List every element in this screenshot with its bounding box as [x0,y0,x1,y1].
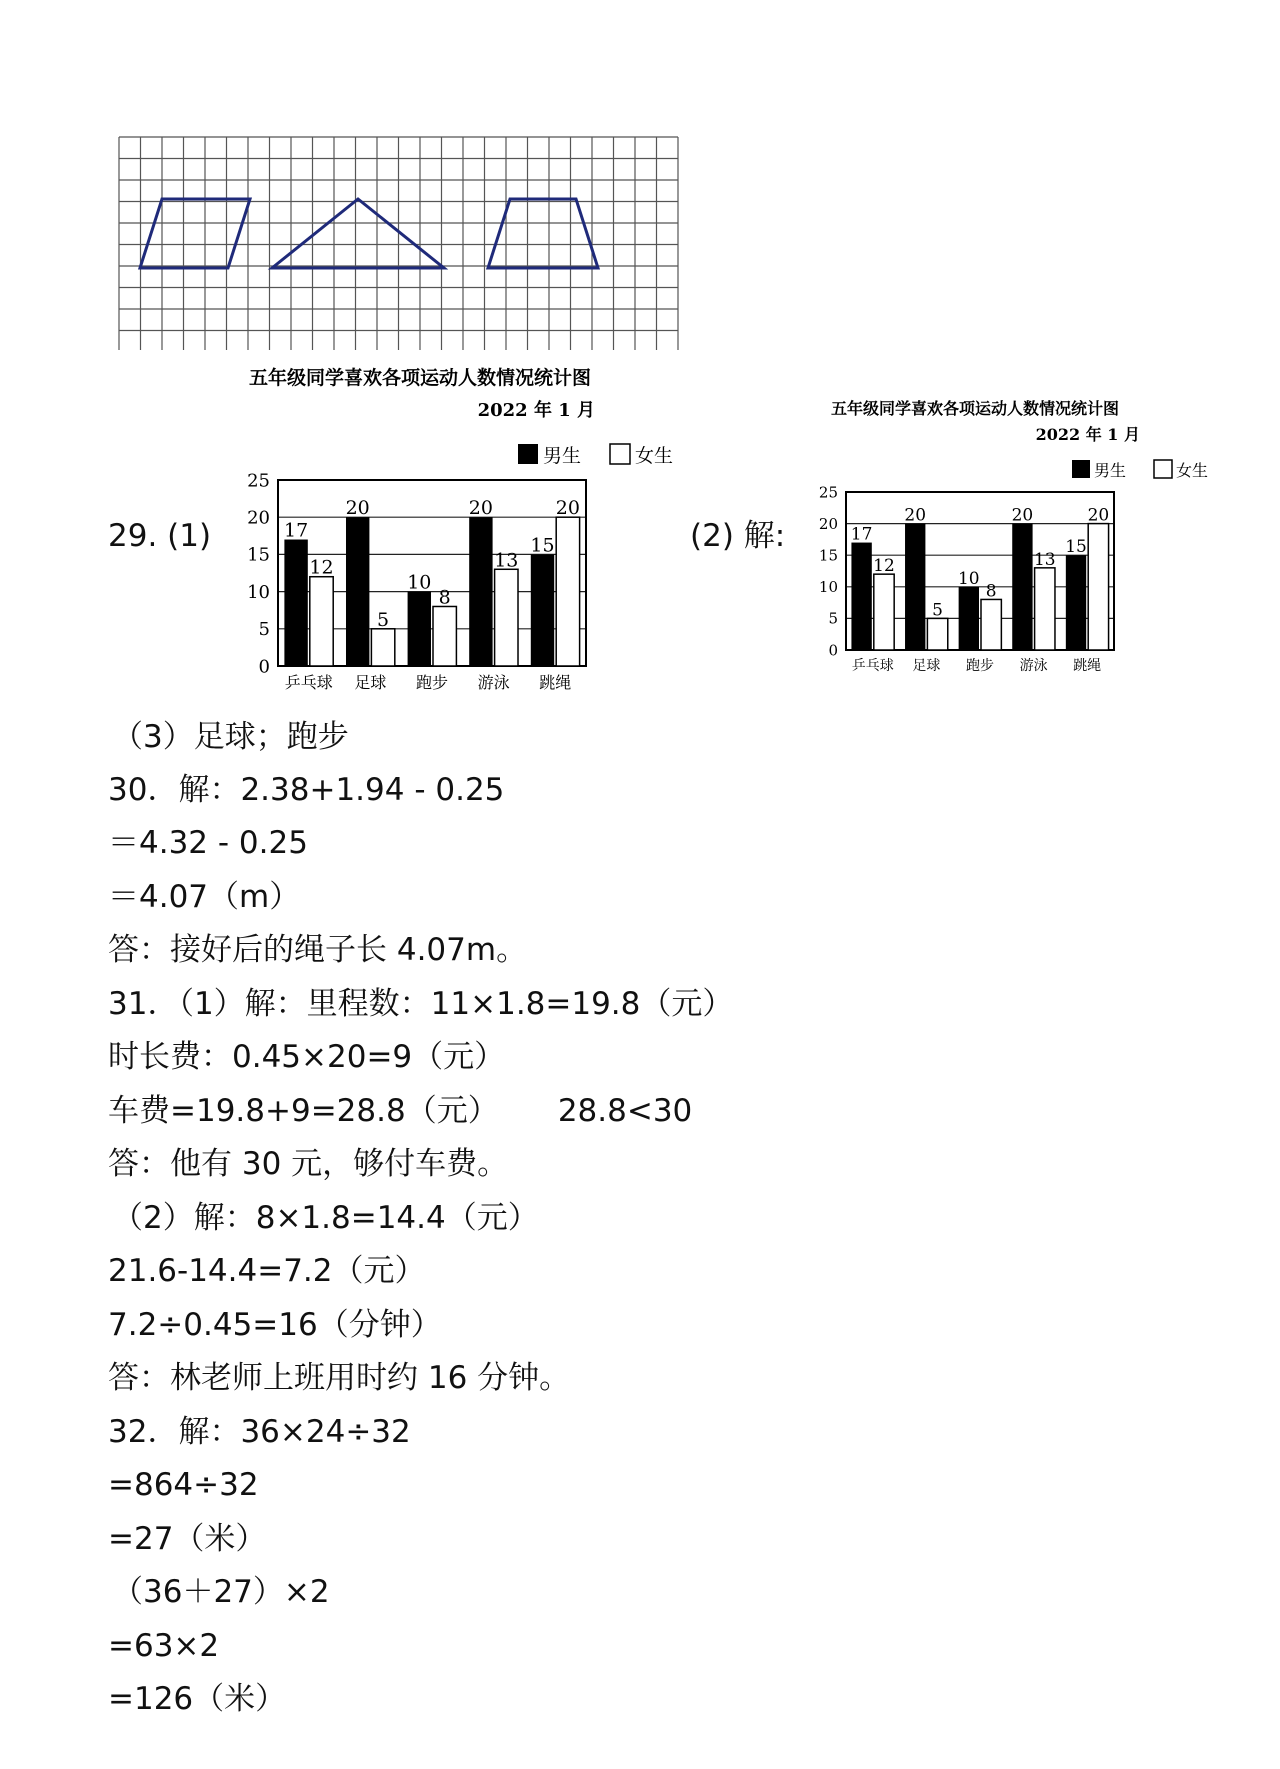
bar-girls [927,618,947,650]
data-label-girls: 5 [377,608,390,631]
data-label-boys: 20 [1011,505,1034,526]
data-label-girls: 20 [555,497,580,520]
data-label-girls: 13 [1033,549,1056,570]
bar-girls [310,577,333,666]
data-label-girls: 12 [873,556,895,577]
bar-boys [905,524,925,650]
category-label: 跑步 [415,673,449,692]
question-29-part-1-label: 29. (1) [108,518,212,554]
answer-line: =63×2 [108,1628,220,1664]
y-tick-label: 10 [818,578,838,597]
data-label-girls: 13 [494,549,519,572]
answer-line: （3）足球；跑步 [112,719,349,755]
chart-subtitle: 2022 年 1 月 [1035,425,1140,444]
category-label: 乒乓球 [851,658,894,674]
bar-girls [1088,524,1108,650]
answer-line: （2）解：8×1.8=14.4（元） [112,1200,539,1236]
y-tick-label: 5 [258,619,270,641]
answer-line: 答：他有 30 元，够付车费。 [108,1146,509,1182]
data-label-boys: 17 [850,524,873,545]
answer-line: 答：接好后的绳子长 4.07m。 [108,932,528,968]
answer-line: 车费=19.8+9=28.8（元） 28.8<30 [108,1093,693,1129]
y-tick-label: 25 [247,470,270,492]
answer-line: 31．（1）解：里程数：11×1.8=19.8（元） [108,986,734,1022]
legend-girls-swatch [1154,460,1172,478]
trapezoid-shape [488,199,598,268]
data-label-boys: 10 [957,568,980,589]
y-tick-label: 20 [818,514,838,533]
data-label-girls: 8 [985,581,997,602]
category-label: 足球 [912,658,941,674]
bar-girls [874,574,894,650]
data-label-girls: 5 [932,600,943,621]
category-label: 乒乓球 [284,673,333,692]
legend-boys-swatch [518,444,538,464]
data-label-boys: 10 [407,571,432,594]
category-label: 游泳 [1019,658,1048,674]
answer-line: ＝4.32 - 0.25 [108,825,308,861]
data-label-girls: 20 [1087,505,1110,526]
legend-girls-label: 女生 [1176,461,1209,480]
bar-girls [495,569,518,666]
bar-boys [408,592,431,666]
bar-boys [1066,555,1086,650]
question-29-part-2-label: (2) 解: [690,518,786,554]
y-tick-label: 10 [247,581,270,603]
answer-line: =27（米） [108,1521,267,1557]
grid-lines [119,137,678,350]
answer-line: （36＋27）×2 [112,1574,330,1610]
y-tick-label: 15 [247,544,270,566]
y-tick-label: 0 [828,641,838,660]
legend-girls-label: 女生 [635,445,674,467]
data-label-boys: 15 [1065,537,1087,558]
category-label: 跳绳 [539,673,572,692]
answer-line: =864÷32 [108,1467,259,1503]
bar-boys [469,517,492,666]
bar-chart-2 [810,396,1230,686]
legend-boys-label: 男生 [543,445,582,467]
data-label-girls: 12 [309,556,334,579]
category-label: 跳绳 [1073,658,1102,674]
data-label-girls: 8 [438,586,451,609]
answer-line: 30．解：2.38+1.94 - 0.25 [108,772,505,808]
bar-girls [371,629,394,666]
bar-boys [959,587,979,650]
legend-girls-swatch [610,444,630,464]
chart-title: 五年级同学喜欢各项运动人数情况统计图 [830,399,1120,418]
bar-boys [1012,524,1032,650]
triangle-shape [272,199,444,268]
data-label-boys: 20 [904,505,927,526]
bar-girls [433,606,456,666]
answer-line: 21.6-14.4=7.2（元） [108,1253,426,1289]
chart-title: 五年级同学喜欢各项运动人数情况统计图 [248,367,592,389]
category-label: 足球 [354,673,387,692]
chart-subtitle: 2022 年 1 月 [477,400,595,421]
parallelogram-shape [140,199,250,268]
y-tick-label: 25 [818,483,838,502]
data-label-boys: 20 [345,497,370,520]
y-tick-label: 20 [247,507,270,529]
bar-boys [346,517,369,666]
answer-line: ＝4.07（m） [108,879,301,915]
grid-figure [118,136,682,350]
answer-line: 7.2÷0.45=16（分钟） [108,1307,442,1343]
answer-line: 答：林老师上班用时约 16 分钟。 [108,1360,571,1396]
bar-girls [556,517,579,666]
answer-line: =126（米） [108,1681,287,1717]
bar-girls [981,599,1001,650]
category-label: 游泳 [477,673,510,692]
y-tick-label: 15 [818,546,838,565]
legend-boys-swatch [1072,460,1090,478]
data-label-boys: 20 [468,497,493,520]
bar-girls [1035,568,1055,650]
bar-chart-1 [230,362,690,702]
answer-line: 32．解：36×24÷32 [108,1414,411,1450]
data-label-boys: 15 [530,534,555,557]
bar-boys [851,543,871,650]
answer-line: 时长费：0.45×20=9（元） [108,1039,506,1075]
data-label-boys: 17 [284,519,309,542]
bar-boys [531,554,554,666]
y-tick-label: 0 [258,656,270,678]
category-label: 跑步 [966,658,994,674]
y-tick-label: 5 [828,609,838,628]
bar-boys [284,540,307,666]
legend-boys-label: 男生 [1094,461,1127,480]
